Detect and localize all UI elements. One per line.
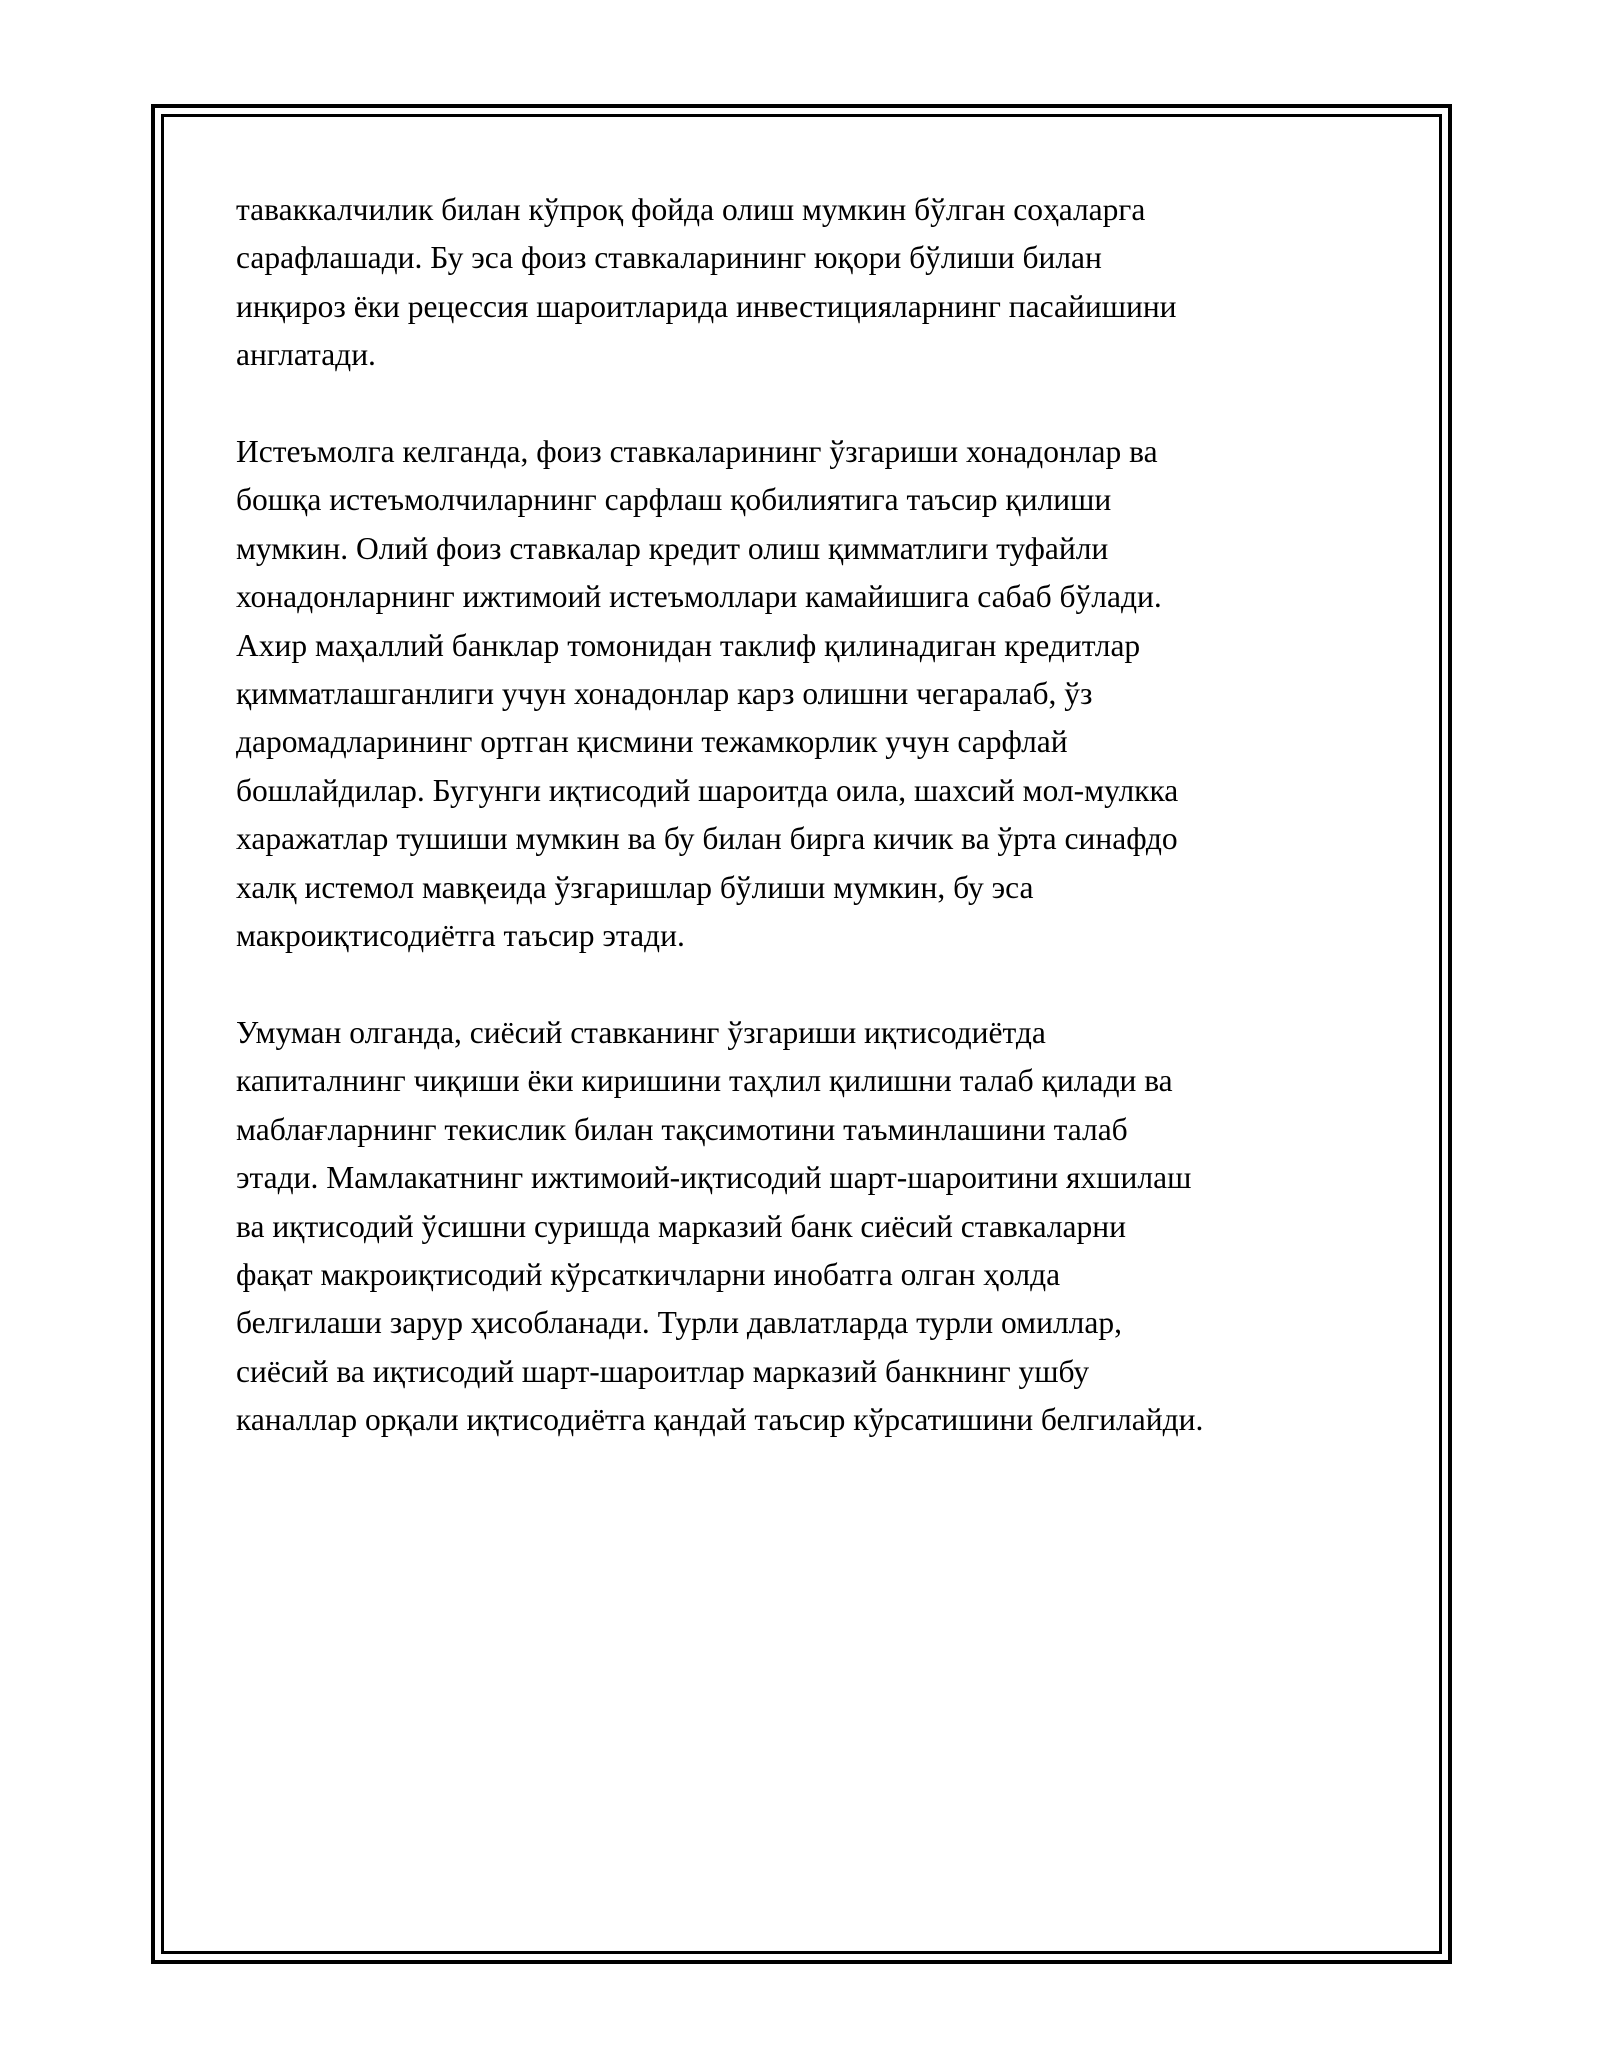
- text-line: халқ истемол мавқеида ўзгаришлар бўлиши мумкин, бу эса: [236, 869, 1034, 905]
- text-line: фақат макроиқтисодий кўрсаткичларни инобатга олган ҳолда: [236, 1256, 1061, 1292]
- text-line: харажатлар тушиши мумкин ва бу билан бирга кичик ва ўрта синафдо: [236, 821, 1178, 857]
- text-line: сиёсий ва иқтисодий шарт-шароитлар марказий банкнинг ушбу: [236, 1353, 1090, 1389]
- text-line: макроиқтисодиётга таъсир этади.: [236, 918, 685, 954]
- text-line: капиталнинг чиқиши ёки киришини таҳлил қилишни талаб қилади ва: [236, 1063, 1173, 1099]
- paragraph-2: [236, 428, 1366, 960]
- text-line: хонадонларнинг ижтимоий истеъмоллари камайишига сабаб бўлади.: [236, 579, 1162, 615]
- text-line: ва иқтисодий ўсишни суришда марказий банк сиёсий ставкаларни: [236, 1208, 1126, 1244]
- text-line: маблағларнинг текислик билан тақсимотини таъминлашини талаб: [236, 1111, 1128, 1147]
- text-line: даромадларининг ортган қисмини тежамкорлик учун сарфлай: [236, 724, 1068, 760]
- paragraph-1: [236, 186, 1366, 380]
- document-body: [236, 186, 1366, 1493]
- paragraph-3: [236, 1009, 1366, 1445]
- text-line: этади. Мамлакатнинг ижтимоий-иқтисодий шарт-шароитини яхшилаш: [236, 1160, 1192, 1196]
- text-line: инқироз ёки рецессия шароитларида инвестицияларнинг пасайишини: [236, 288, 1177, 324]
- text-line: каналлар орқали иқтисодиётга қандай таъсир кўрсатишини белгилайди.: [236, 1402, 1204, 1438]
- text-line: белгилаши зарур ҳисобланади. Турли давлатларда турли омиллар,: [236, 1305, 1122, 1341]
- text-line: мумкин. Олий фоиз ставкалар кредит олиш қимматлиги туфайли: [236, 530, 1109, 566]
- text-line: сарафлашади. Бу эса фоиз ставкаларининг юқори бўлиши билан: [236, 240, 1102, 276]
- text-line: қимматлашганлиги учун хонадонлар карз олишни чегаралаб, ўз: [236, 676, 1093, 712]
- text-line: таваккалчилик билан кўпроқ фойда олиш мумкин бўлган соҳаларга: [236, 192, 1146, 227]
- text-line: Умуман олганда, сиёсий ставканинг ўзгариши иқтисодиётда: [236, 1014, 1046, 1050]
- text-line: Истеъмолга келганда, фоиз ставкаларининг ўзгариши хонадонлар ва: [236, 434, 1158, 470]
- text-line: англатади.: [236, 337, 376, 373]
- text-line: бошлайдилар. Бугунги иқтисодий шароитда оила, шахсий мол-мулкка: [236, 772, 1179, 808]
- text-line: Ахир маҳаллий банклар томонидан таклиф қилинадиган кредитлар: [236, 627, 1141, 663]
- text-line: бошқа истеъмолчиларнинг сарфлаш қобилиятига таъсир қилиши: [236, 482, 1112, 518]
